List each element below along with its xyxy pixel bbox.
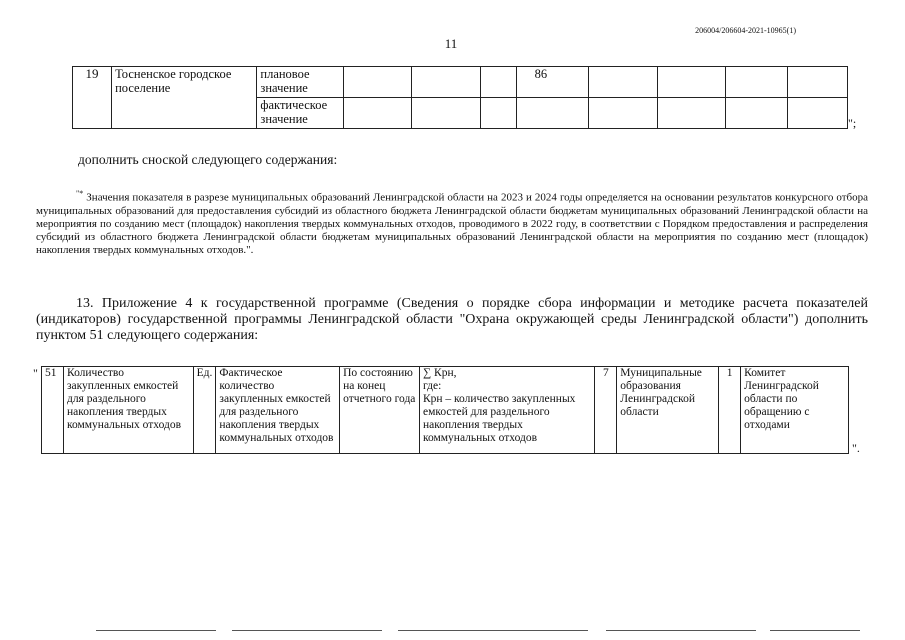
table-cell — [343, 67, 412, 98]
planned-value: 86 — [516, 67, 588, 98]
method-code: 7 — [595, 367, 617, 454]
table-cell — [726, 67, 788, 98]
table-cell — [726, 98, 788, 129]
timing: По состоянию на конец отчетного года — [340, 367, 420, 454]
municipality-name: Тосненское городское поселение — [112, 67, 257, 129]
page-edge-line — [398, 630, 588, 631]
table-cell — [412, 98, 481, 129]
page-edge-line — [232, 630, 382, 631]
paragraph-13 — [36, 296, 868, 344]
page-edge-line — [96, 630, 216, 631]
closing-quote: ". — [852, 441, 860, 455]
observation-object: Муниципальные образования Ленинградской области — [617, 367, 719, 454]
table-cell — [787, 67, 847, 98]
unit: Ед. — [193, 367, 216, 454]
opening-quote: " — [33, 366, 38, 380]
table-cell — [657, 67, 726, 98]
value-type-label: плановое значение — [257, 67, 343, 98]
formula: ∑ Крн, где: Крн – количество закупленных емкостей для раздельного накопления твердых коммунальных отходов — [419, 367, 594, 454]
indicator-name: Количество закупленных емкостей для раздельного накопления твердых коммунальных отходов — [63, 367, 193, 454]
table-cell — [588, 98, 657, 129]
methodology-table — [41, 366, 849, 454]
document-number: 206004/206604-2021-10965(1) — [695, 26, 796, 35]
table-cell — [480, 67, 516, 98]
item-number: 51 — [42, 367, 64, 454]
table-cell — [480, 98, 516, 129]
table-cell — [657, 98, 726, 129]
page-edge-line — [606, 630, 756, 631]
paragraph-13-text: 13. Приложение 4 к государственной программе (Сведения о порядке сбора информации и методике расчета показателей (индикаторов) государственной программы Ленинградской области "Охрана окружающей среды Ленинградской области") дополнить пунктом 51 следующего содержания: — [36, 296, 868, 343]
closing-quote: "; — [848, 116, 857, 130]
indicator-values-table — [72, 66, 848, 129]
responsible-body: Комитет Ленинградской области по обращению с отходами — [741, 367, 849, 454]
table-cell — [343, 98, 412, 129]
actual-value — [516, 98, 588, 129]
page-edge-line — [770, 630, 860, 631]
footnote-text: Значения показателя в разрезе муниципальных образований Ленинградской области на 2023 и 2024 годы определяется на основании результатов конкурсного отбора муниципальных образований для предоставления субсидий из областного бюджета Ленинградской области бюджетам муниципальных образований Ленинградской области на мероприятия по созданию мест (площадок) накопления твердых коммунальных отходов, проводимого в 2022 году, в соответствии с Порядком предоставления и распределения субсидий из областного бюджета Ленинградской области бюджетам муниципальных образований Ленинградской области на мероприятия по созданию мест (площадок) накопления твердых коммунальных отходов.". — [36, 191, 868, 257]
footnote-marker: "* — [76, 189, 84, 198]
indicator-definition: Фактическое количество закупленных емкостей для раздельного накопления твердых коммунальных отходов — [216, 367, 340, 454]
value-type-label: фактическое значение — [257, 98, 343, 129]
table-row — [42, 367, 849, 454]
coverage-code: 1 — [719, 367, 741, 454]
row-number: 19 — [73, 67, 112, 129]
page-number: 11 — [444, 36, 458, 51]
footnote — [36, 187, 868, 258]
table-cell — [412, 67, 481, 98]
intro-text: дополнить сноской следующего содержания: — [78, 152, 338, 167]
table-row — [73, 67, 848, 98]
table-cell — [787, 98, 847, 129]
table-cell — [588, 67, 657, 98]
